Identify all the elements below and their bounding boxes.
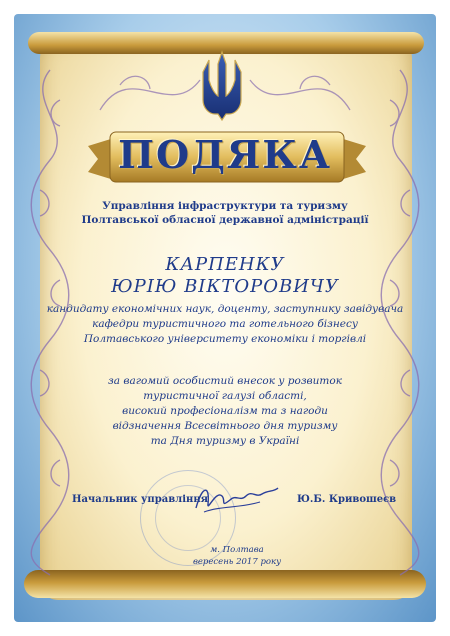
recipient-surname: КАРПЕНКУ [165,254,285,275]
merit-line-2: туристичної галузі області, [143,390,307,402]
recipient-given-name: ЮРІЮ ВІКТОРОВИЧУ [111,276,339,297]
issue-place: м. Полтава [210,545,264,555]
merit-line-3: високий професіоналізм та з нагоди [122,405,328,417]
position-line-2: кафедри туристичного та готельного бізнесу [92,318,358,330]
position-line-1: кандидату економічних наук, доценту, заступнику завідувача [46,303,404,315]
signatory-name: Ю.Б. Кривошеєв [297,494,397,505]
scroll-roll-bottom [24,570,426,598]
certificate-title: ПОДЯКА [118,132,332,177]
signatory-title: Начальник управління [72,494,209,505]
trident-icon [195,50,249,122]
issue-date: вересень 2017 року [192,557,282,567]
issuer-line-1: Управління інфраструктури та туризму [102,200,348,212]
merit-line-4: відзначення Всесвітнього дня туризму [112,420,338,432]
position-line-3: Полтавського університету економіки і торгівлі [83,333,367,345]
issuer-line-2: Полтавської обласної державної адміністрації [81,214,369,226]
merit-line-5: та Дня туризму в Україні [150,435,300,447]
merit-line-1: за вагомий особистий внесок у розвиток [108,375,342,387]
